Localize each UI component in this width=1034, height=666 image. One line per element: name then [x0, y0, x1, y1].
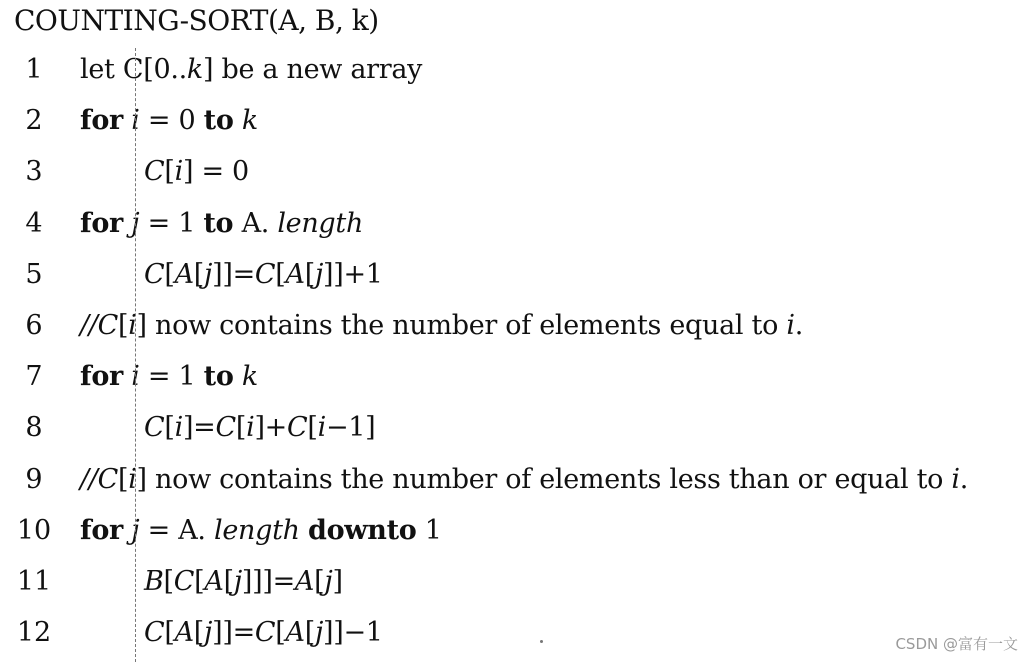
variable: i: [174, 412, 183, 444]
variable: C: [254, 258, 276, 290]
code-text: [144, 255, 383, 295]
code-fragment: [: [193, 617, 205, 649]
variable: C: [144, 258, 165, 290]
code-line: [0, 255, 1034, 295]
code-fragment: [: [223, 566, 234, 597]
code-fragment: [300, 515, 308, 546]
variable: C: [144, 617, 165, 649]
line-number: 12: [16, 617, 52, 649]
line-number: 1: [25, 54, 43, 85]
variable: k: [186, 54, 203, 85]
code-fragment: [: [117, 463, 129, 495]
code-fragment: [: [304, 258, 315, 290]
keyword: to: [203, 207, 234, 239]
line-number: 7: [25, 361, 43, 393]
code-fragment: [: [307, 412, 318, 444]
code-text: [144, 613, 383, 653]
code-fragment: [: [194, 566, 205, 597]
code-fragment: [123, 515, 131, 546]
keyword: for: [80, 514, 123, 546]
variable: j: [314, 258, 324, 290]
code-fragment: ] be a new array: [202, 54, 423, 85]
variable: j: [131, 514, 140, 546]
code-fragment: ]=: [182, 412, 216, 444]
code-fragment: [: [275, 617, 286, 649]
code-text: [80, 460, 968, 500]
code-line: [0, 50, 1034, 90]
variable: B: [144, 566, 164, 597]
code-fragment: [123, 361, 131, 392]
code-text: [80, 306, 803, 346]
code-line: [0, 204, 1034, 244]
code-fragment: [234, 361, 242, 392]
indent-guide-line: [135, 48, 136, 662]
code-text: [80, 204, 363, 244]
code-fragment: ]]=: [212, 258, 255, 290]
code-fragment: ]]+1: [323, 258, 383, 290]
line-number: 6: [25, 310, 43, 341]
code-text: [80, 357, 258, 397]
variable: length: [213, 514, 300, 546]
csdn-watermark: CSDN @富有一文: [895, 635, 1018, 653]
code-text: [80, 101, 258, 141]
code-fragment: = A.: [139, 514, 214, 546]
variable: j: [324, 566, 333, 597]
code-line: [0, 562, 1034, 602]
variable: k: [241, 105, 258, 137]
code-fragment: [: [164, 412, 175, 444]
variable: i: [131, 105, 140, 137]
line-number: 8: [25, 412, 43, 444]
variable: j: [131, 207, 140, 239]
code-fragment: ]]−1: [323, 617, 383, 649]
variable: i: [246, 412, 255, 444]
code-fragment: [: [164, 258, 175, 290]
code-fragment: = 1: [139, 207, 204, 239]
variable: i: [128, 310, 137, 341]
code-fragment: [: [164, 617, 175, 649]
code-text: [144, 562, 343, 602]
variable: C: [215, 412, 236, 444]
variable: //: [80, 463, 98, 495]
code-fragment: ]]=: [212, 617, 255, 649]
variable: i: [951, 463, 960, 495]
code-fragment: [: [314, 566, 325, 597]
variable: //: [80, 310, 98, 341]
keyword: for: [80, 105, 123, 137]
line-number: 2: [25, 105, 43, 137]
code-fragment: [: [304, 617, 315, 649]
code-line: [0, 460, 1034, 500]
code-line: [0, 357, 1034, 397]
code-fragment: ]: [332, 566, 343, 597]
variable: i: [174, 156, 183, 188]
code-line: [0, 408, 1034, 448]
variable: i: [131, 361, 140, 393]
variable: C: [287, 412, 308, 444]
code-fragment: [: [164, 156, 175, 188]
code-fragment: [: [193, 258, 205, 290]
variable: C: [97, 310, 118, 341]
code-text: [144, 152, 249, 192]
line-number: 11: [16, 566, 52, 597]
variable: A: [294, 566, 315, 597]
variable: C: [97, 463, 118, 495]
code-fragment: .: [959, 463, 969, 495]
variable: A: [204, 566, 224, 597]
code-fragment: = 0: [139, 105, 204, 137]
variable: i: [128, 463, 137, 495]
variable: C: [144, 156, 165, 188]
variable: A: [174, 617, 194, 649]
code-fragment: [123, 208, 131, 239]
line-number: 10: [16, 514, 52, 546]
code-line: [0, 511, 1034, 551]
code-text: [80, 50, 422, 90]
code-fragment: let C[0..: [80, 54, 187, 85]
scan-speck: [540, 640, 543, 643]
procedure-title: COUNTING-SORT(A, B, k): [14, 4, 379, 37]
code-fragment: ]]]=: [241, 566, 295, 597]
line-number: 3: [25, 156, 43, 188]
variable: A: [174, 258, 194, 290]
code-fragment: ] = 0: [182, 156, 249, 188]
code-fragment: ] now contains the number of elements less than or equal to: [136, 463, 952, 495]
variable: j: [204, 617, 213, 649]
code-fragment: ] now contains the number of elements equal to: [136, 310, 787, 341]
keyword: downto: [308, 514, 417, 546]
variable: i: [786, 310, 795, 341]
keyword: for: [80, 207, 123, 239]
variable: C: [144, 412, 165, 444]
code-fragment: [: [235, 412, 247, 444]
keyword: to: [203, 105, 234, 137]
variable: length: [277, 207, 364, 239]
code-line: [0, 306, 1034, 346]
code-line: [0, 613, 1034, 653]
variable: C: [254, 617, 276, 649]
variable: j: [204, 258, 213, 290]
code-fragment: [: [163, 566, 174, 597]
code-fragment: −1]: [325, 412, 376, 444]
code-fragment: ]+: [254, 412, 287, 444]
variable: A: [285, 617, 305, 649]
code-fragment: .: [794, 310, 803, 341]
code-fragment: A.: [233, 207, 278, 239]
code-fragment: [123, 105, 131, 136]
variable: j: [233, 566, 242, 597]
variable: j: [314, 617, 324, 649]
code-text: [144, 408, 375, 448]
code-fragment: [: [275, 258, 286, 290]
code-fragment: [: [117, 310, 129, 341]
code-fragment: [234, 105, 242, 136]
line-number: 4: [25, 207, 43, 239]
variable: C: [173, 566, 195, 597]
code-fragment: 1: [416, 514, 442, 546]
code-line: [0, 101, 1034, 141]
variable: k: [241, 361, 258, 393]
line-number: 9: [25, 463, 43, 495]
line-number: 5: [25, 258, 43, 290]
code-line: [0, 152, 1034, 192]
variable: A: [285, 258, 305, 290]
code-fragment: = 1: [139, 361, 204, 393]
variable: i: [317, 412, 326, 444]
keyword: for: [80, 361, 123, 393]
keyword: to: [203, 361, 234, 393]
